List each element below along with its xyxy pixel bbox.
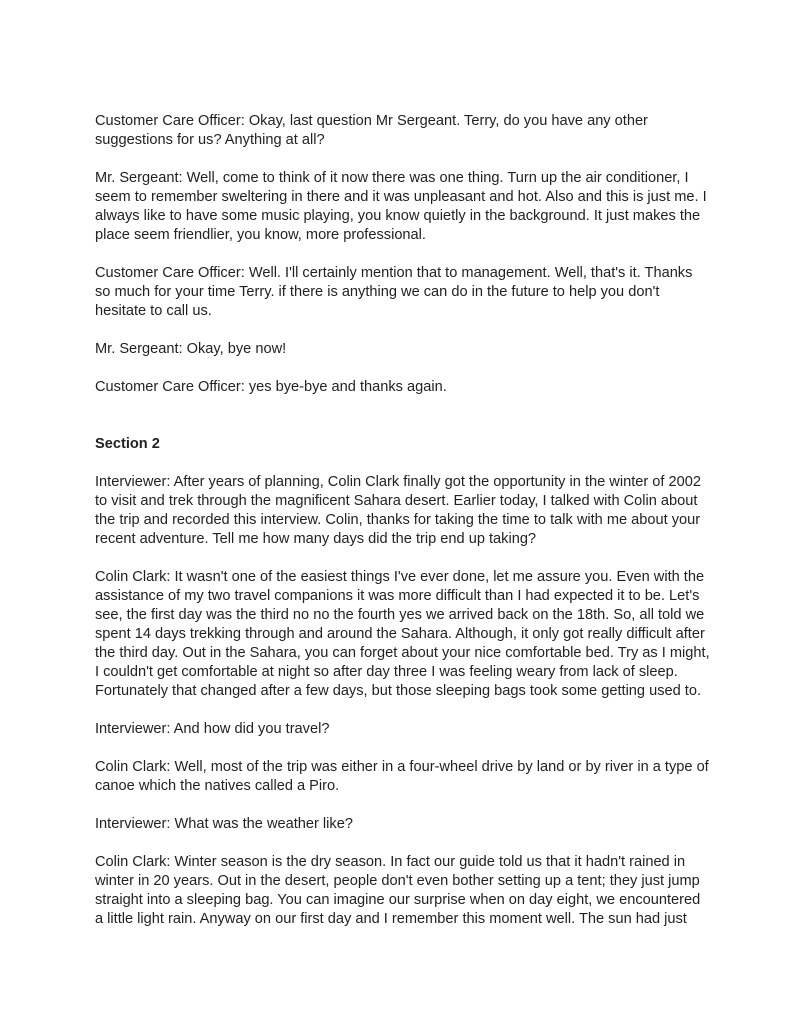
paragraph: Customer Care Officer: yes bye-bye and thanks again. <box>95 379 447 395</box>
paragraph: Colin Clark: Winter season is the dry season. In fact our guide told us that it hadn't rained in winter in 20 years. Out in the desert, people don't even bother setting up a tent; they just jump straight into a sleeping bag. You can imagine our surprise when on day eight, we encountered a little light rain. Anyway on our first day and I remember this moment well. The sun had just <box>95 854 701 927</box>
paragraph: Customer Care Officer: Well. I'll certainly mention that to management. Well, that's it. Thanks so much for your time Terry. if there is anything we can do in the future to help you don't hesitate to call us. <box>95 265 693 319</box>
paragraph: Interviewer: And how did you travel? <box>95 721 330 737</box>
paragraph: Interviewer: What was the weather like? <box>95 816 353 832</box>
document-body <box>95 112 710 948</box>
paragraph: Colin Clark: It wasn't one of the easiest things I've ever done, let me assure you. Even with the assistance of my two travel companions it was more difficult than I had expected it to be. Let's see, the first day was the third no no the fourth yes we arrived back on the 18th. So, all told we spent 14 days trekking through and around the Sahara. Although, it only got really difficult after the third day. Out in the Sahara, you can forget about your nice comfortable bed. Try as I might, I couldn't get comfortable at night so after day three I was feeling weary from lack of sleep. Fortunately that changed after a few days, but those sleeping bags took some getting used to. <box>95 569 710 699</box>
paragraph: Customer Care Officer: Okay, last question Mr Sergeant. Terry, do you have any other suggestions for us? Anything at all? <box>95 113 648 148</box>
section-heading: Section 2 <box>95 436 160 452</box>
paragraph: Colin Clark: Well, most of the trip was either in a four-wheel drive by land or by river in a type of canoe which the natives called a Piro. <box>95 759 709 794</box>
paragraph: Interviewer: After years of planning, Colin Clark finally got the opportunity in the winter of 2002 to visit and trek through the magnificent Sahara desert. Earlier today, I talked with Colin about the trip and recorded this interview. Colin, thanks for taking the time to talk with me about your recent adventure. Tell me how many days did the trip end up taking? <box>95 474 701 547</box>
paragraph: Mr. Sergeant: Okay, bye now! <box>95 341 287 357</box>
paragraph: Mr. Sergeant: Well, come to think of it now there was one thing. Turn up the air conditioner, I seem to remember sweltering in there and it was unpleasant and hot. Also and this is just me. I always like to have some music playing, you know quietly in the background. It just makes the place seem friendlier, you know, more professional. <box>95 170 707 243</box>
